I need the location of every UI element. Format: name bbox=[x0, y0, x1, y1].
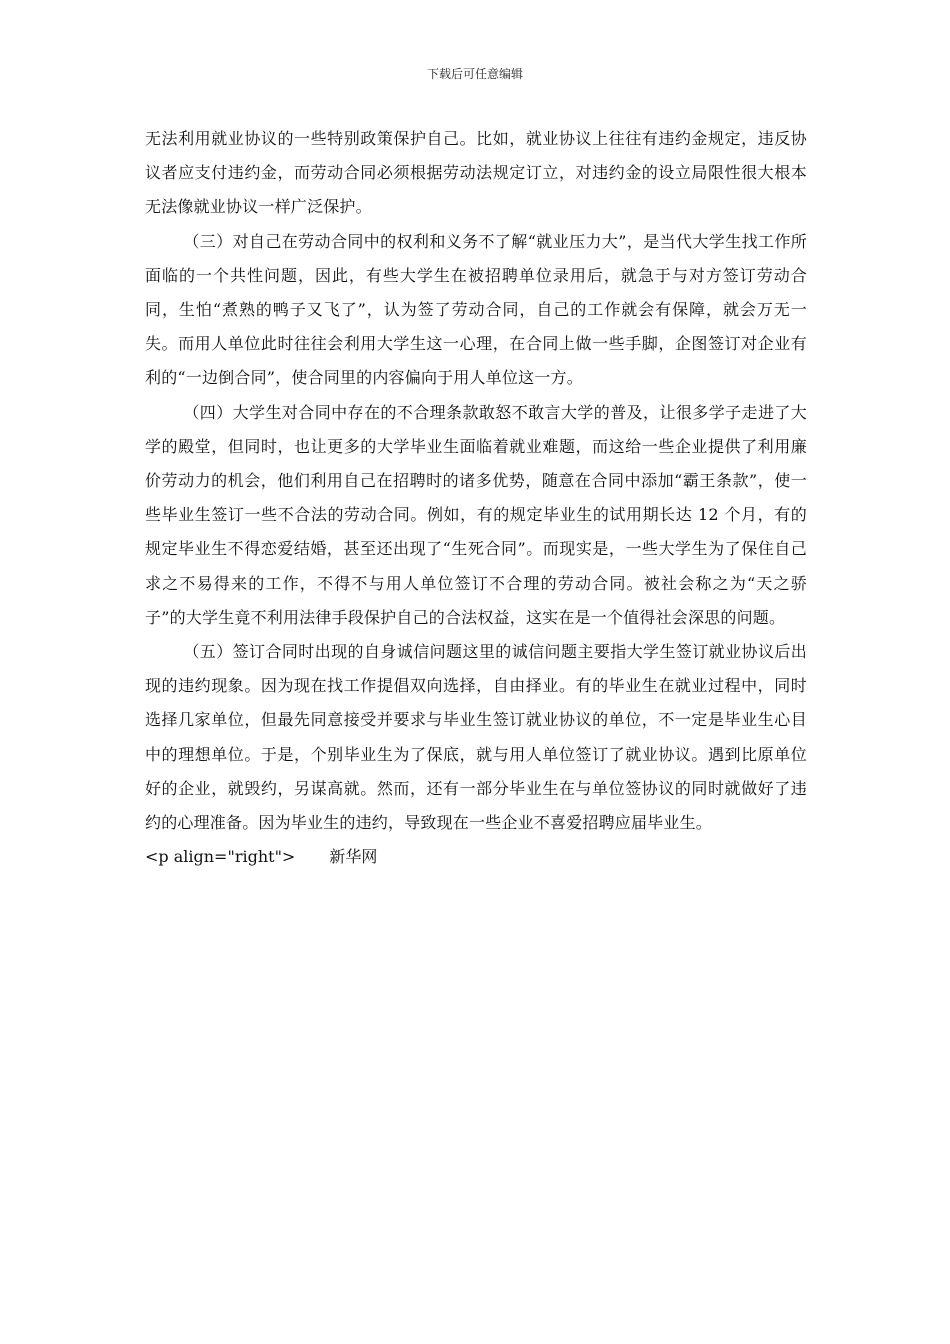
source-name: 新华网 bbox=[329, 847, 378, 867]
source-line bbox=[145, 840, 807, 874]
paragraph-intro: 无法利用就业协议的一些特别政策保护自己。比如，就业协议上往往有违约金规定，违反协议者应支付违约金，而劳动合同必须根据劳动法规定订立，对违约金的设立局限性很大根本无法像就业协议一样广泛保护。 bbox=[145, 129, 807, 217]
header-text: 下载后可任意编辑 bbox=[426, 67, 523, 81]
document-body bbox=[145, 122, 807, 874]
source-tag-text: <p align="right"> bbox=[145, 847, 296, 867]
page-header bbox=[0, 66, 950, 82]
paragraph-section-4: （四）大学生对合同中存在的不合理条款敢怒不敢言大学的普及，让很多学子走进了大学的殿堂，但同时，也让更多的大学毕业生面临着就业难题，而这给一些企业提供了利用廉价劳动力的机会，他们利用自己在招聘时的诸多优势，随意在合同中添加“霸王条款”，使一些毕业生签订一些不合法的劳动合同。例如，有的规定毕业生的试用期长达 12 个月，有的规定毕业生不得恋爱结婚，甚至还出现了“生死合同”。而现实是，一些大学生为了保住自己求之不易得来的工作，不得不与用人单位签订不合理的劳动合同。被社会称之为“天之骄子”的大学生竟不利用法律手段保护自己的合法权益，这实在是一个值得社会深思的问题。 bbox=[145, 402, 807, 627]
paragraph-section-3: （三）对自己在劳动合同中的权利和义务不了解“就业压力大”，是当代大学生找工作所面临的一个共性问题，因此，有些大学生在被招聘单位录用后，就急于与对方签订劳动合同，生怕“煮熟的鸭子又飞了”，认为签了劳动合同，自己的工作就会有保障，就会万无一失。而用人单位此时往往会利用大学生这一心理，在合同上做一些手脚，企图签订对企业有利的“一边倒合同”，使合同里的内容偏向于用人单位这一方。 bbox=[145, 231, 807, 388]
paragraph-section-5: （五）签订合同时出现的自身诚信问题这里的诚信问题主要指大学生签订就业协议后出现的违约现象。因为现在找工作提倡双向选择，自由择业。有的毕业生在就业过程中，同时选择几家单位，但最先同意接受并要求与毕业生签订就业协议的单位，不一定是毕业生心目中的理想单位。于是，个别毕业生为了保底，就与用人单位签订了就业协议。遇到比原单位好的企业，就毁约，另谋高就。然而，还有一部分毕业生在与单位签协议的同时就做好了违约的心理准备。因为毕业生的违约，导致现在一些企业不喜爱招聘应届毕业生。 bbox=[145, 642, 807, 833]
